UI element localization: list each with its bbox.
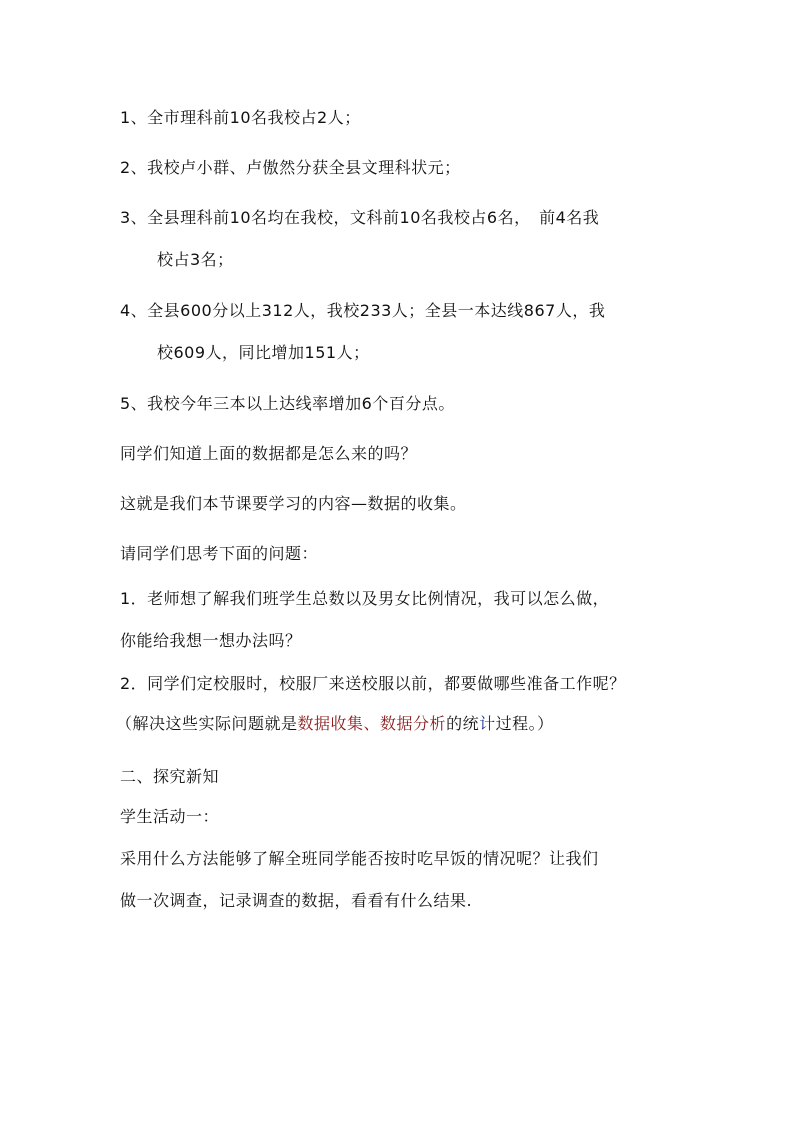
term-data-analysis: 数据分析 <box>380 714 447 733</box>
fact-1: 1、全市理科前10名我校占2人； <box>120 108 361 127</box>
process-note-prefix: （解决这些实际问题就是 <box>116 714 298 733</box>
topic-line: 这就是我们本节课要学习的内容—数据的收集。 <box>120 494 467 513</box>
process-note-mid: 的统 <box>446 714 480 733</box>
activity-line-2: 做一次调查，记录调查的数据，看看有什么结果. <box>120 891 473 910</box>
activity-line-1: 采用什么方法能够了解全班同学能否按时吃早饭的情况呢？让我们 <box>120 849 599 868</box>
think-prompt: 请同学们思考下面的问题： <box>120 544 319 563</box>
question-2: 2．同学们定校服时，校服厂来送校服以前，都要做哪些准备工作呢？ <box>120 674 626 693</box>
term-separator: 、 <box>363 714 381 733</box>
process-note-suffix: 过程。） <box>495 714 554 733</box>
fact-4-line-1: 4、全县600分以上312人，我校233人；全县一本达线867人，我 <box>120 301 606 320</box>
fact-3-line-1: 3、全县理科前10名均在我校，文科前10名我校占6名， 前4名我 <box>120 208 600 227</box>
fact-2: 2、我校卢小群、卢傲然分获全县文理科状元； <box>120 158 461 177</box>
term-data-collection: 数据收集 <box>297 714 364 733</box>
question-1-line-1: 1．老师想了解我们班学生总数以及男女比例情况，我可以怎么做， <box>120 589 610 608</box>
activity-title: 学生活动一： <box>120 807 220 826</box>
fact-3-line-2: 校占3名； <box>157 250 234 269</box>
process-note <box>116 713 554 735</box>
question-intro: 同学们知道上面的数据都是怎么来的吗？ <box>120 444 418 463</box>
term-statistics-char: 计 <box>479 714 496 733</box>
section-heading: 二、探究新知 <box>120 767 220 786</box>
fact-5: 5、我校今年三本以上达线率增加6个百分点。 <box>120 394 455 413</box>
fact-4-line-2: 校609人，同比增加151人； <box>157 343 370 362</box>
question-1-line-2: 你能给我想一想办法吗？ <box>120 631 302 650</box>
